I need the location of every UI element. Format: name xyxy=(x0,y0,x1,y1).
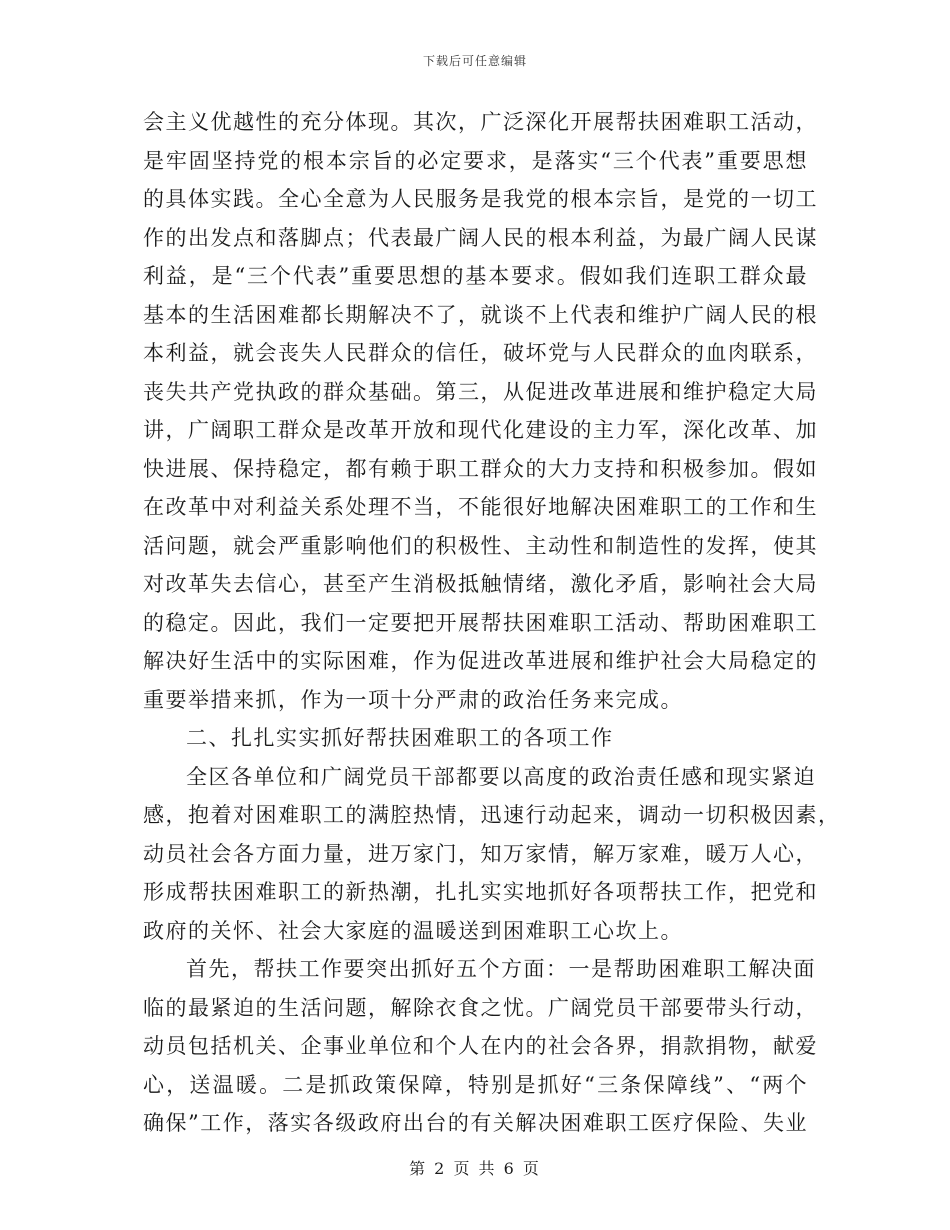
text-line: 基本的生活困难都长期解决不了，就谈不上代表和维护广阔人民的根 xyxy=(143,302,818,327)
text-line: 丧失共产党执政的群众基础。第三，从促进改革进展和维护稳定大局 xyxy=(143,379,818,404)
text-line: 讲，广阔职工群众是改革开放和现代化建设的主力军，深化改革、加 xyxy=(143,418,818,442)
text-line: 重要举措来抓，作为一项十分严肃的政治任务来完成。 xyxy=(143,687,683,712)
text-line: 作的出发点和落脚点；代表最广阔人民的根本利益，为最广阔人民谋 xyxy=(143,225,818,250)
text-line: 活问题，就会严重影响他们的积极性、主动性和制造性的发挥，使其 xyxy=(143,533,818,558)
text-line: 的稳定。因此，我们一定要把开展帮扶困难职工活动、帮助困难职工 xyxy=(143,610,818,635)
text-line: 解决好生活中的实际困难，作为促进改革进展和维护社会大局稳定的 xyxy=(143,649,818,673)
text-line: 形成帮扶困难职工的新热潮，扎扎实实地抓好各项帮扶工作，把党和 xyxy=(143,880,818,904)
page-number: 第 2 页 共 6 页 xyxy=(409,1159,541,1178)
text-line: 是牢固坚持党的根本宗旨的必定要求，是落实“三个代表”重要思想 xyxy=(143,148,808,173)
text-line: 在改革中对利益关系处理不当，不能很好地解决困难职工的工作和生 xyxy=(143,495,818,519)
text-line: 对改革失去信心，甚至产生消极抵触情绪，激化矛盾，影响社会大局 xyxy=(143,572,818,596)
text-line: 临的最紧迫的生活问题，解除衣食之忧。广阔党员干部要带头行动， xyxy=(143,995,818,1020)
text-line: 的具体实践。全心全意为人民服务是我党的根本宗旨，是党的一切工 xyxy=(143,187,818,211)
text-line: 全区各单位和广阔党员干部都要以高度的政治责任感和现实紧迫 xyxy=(186,764,816,789)
document-body xyxy=(143,103,841,1143)
text-line: 本利益，就会丧失人民群众的信任，破坏党与人民群众的血肉联系， xyxy=(143,341,818,365)
text-line: 利益，是“三个代表”重要思想的基本要求。假如我们连职工群众最 xyxy=(143,264,808,288)
text-line: 确保”工作，落实各级政府出台的有关解决困难职工医疗保险、失业 xyxy=(143,1111,808,1135)
text-line: 首先，帮扶工作要突出抓好五个方面：一是帮助困难职工解决面 xyxy=(186,957,816,981)
page-header-note: 下载后可任意编辑 xyxy=(422,54,527,68)
text-line: 动员社会各方面力量，进万家门，知万家情，解万家难，暖万人心， xyxy=(143,841,818,866)
text-line: 动员包括机关、企事业单位和个人在内的社会各界，捐款捐物，献爱 xyxy=(143,1034,818,1058)
text-line: 政府的关怀、社会大家庭的温暖送到困难职工心坎上。 xyxy=(143,918,683,943)
text-line: 会主义优越性的充分体现。其次，广泛深化开展帮扶困难职工活动， xyxy=(143,110,818,134)
section-heading: 二、扎扎实实抓好帮扶困难职工的各项工作 xyxy=(186,726,614,750)
text-line: 快进展、保持稳定，都有赖于职工群众的大力支持和积极参加。假如 xyxy=(143,456,818,481)
text-line: 感，抱着对困难职工的满腔热情，迅速行动起来，调动一切积极因素， xyxy=(143,803,841,827)
text-line: 心，送温暖。二是抓政策保障，特别是抓好“三条保障线”、“两个 xyxy=(143,1072,808,1097)
